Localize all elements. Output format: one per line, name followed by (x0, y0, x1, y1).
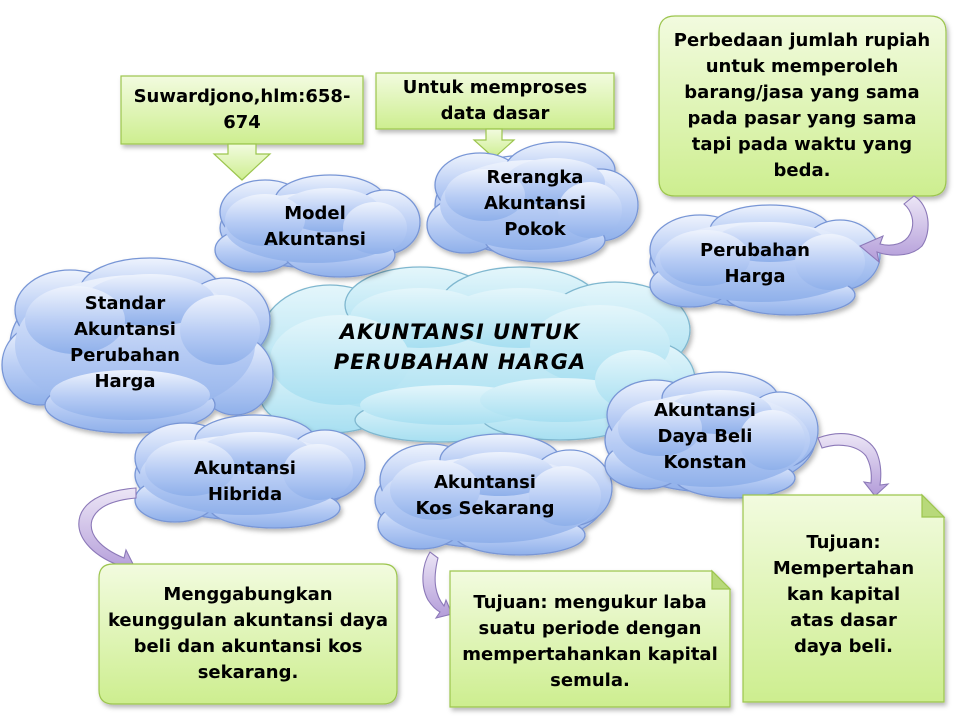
cloud-rerangka-label: Rerangka Akuntansi Pokok (484, 167, 586, 240)
curved-arrow-hibrida-to-gabung (79, 488, 136, 573)
arrow-source-to-model (214, 144, 270, 180)
center-title: AKUNTANSI UNTUK PERUBAHAN HARGA (333, 320, 587, 374)
cloud-perubahan-label: Perubahan Harga (700, 240, 810, 287)
note-gabung-text: Menggabungkan keunggulan akuntansi daya beli dan akuntansi kos sekarang. (107, 584, 389, 683)
curved-arrow-kos-to-tujuan (423, 552, 452, 618)
curved-arrow-definisi-to-perubahan (860, 196, 928, 262)
note-tujuan-daya-text: Tujuan: Mempertahan kan kapital atas dasar daya beli. (772, 532, 915, 657)
cloud-kos-label: Akuntansi Kos Sekarang (415, 472, 555, 519)
note-definisi-text: Perbedaan jumlah rupiah untuk memperoleh barang/jasa yang sama pada pasar yang sama tapi pada waktu yang beda. (673, 30, 931, 181)
curved-arrow-dayabeli-to-tujuan (818, 434, 888, 496)
note-tujuan-kos-text: Tujuan: mengukur laba suatu periode dengan mempertahankan kapital semula. (462, 592, 718, 691)
note-memproses-text: Untuk memproses data dasar (402, 77, 588, 124)
note-source-text: Suwardjono,hlm:658- 674 (133, 86, 351, 133)
cloud-dayabeli-label: Akuntansi Daya Beli Konstan (654, 400, 756, 473)
cloud-standar-label: Standar Akuntansi Perubahan Harga (70, 293, 180, 392)
cloud-hibrida-label: Akuntansi Hibrida (194, 458, 296, 505)
cloud-model-label: Model Akuntansi (264, 203, 366, 250)
